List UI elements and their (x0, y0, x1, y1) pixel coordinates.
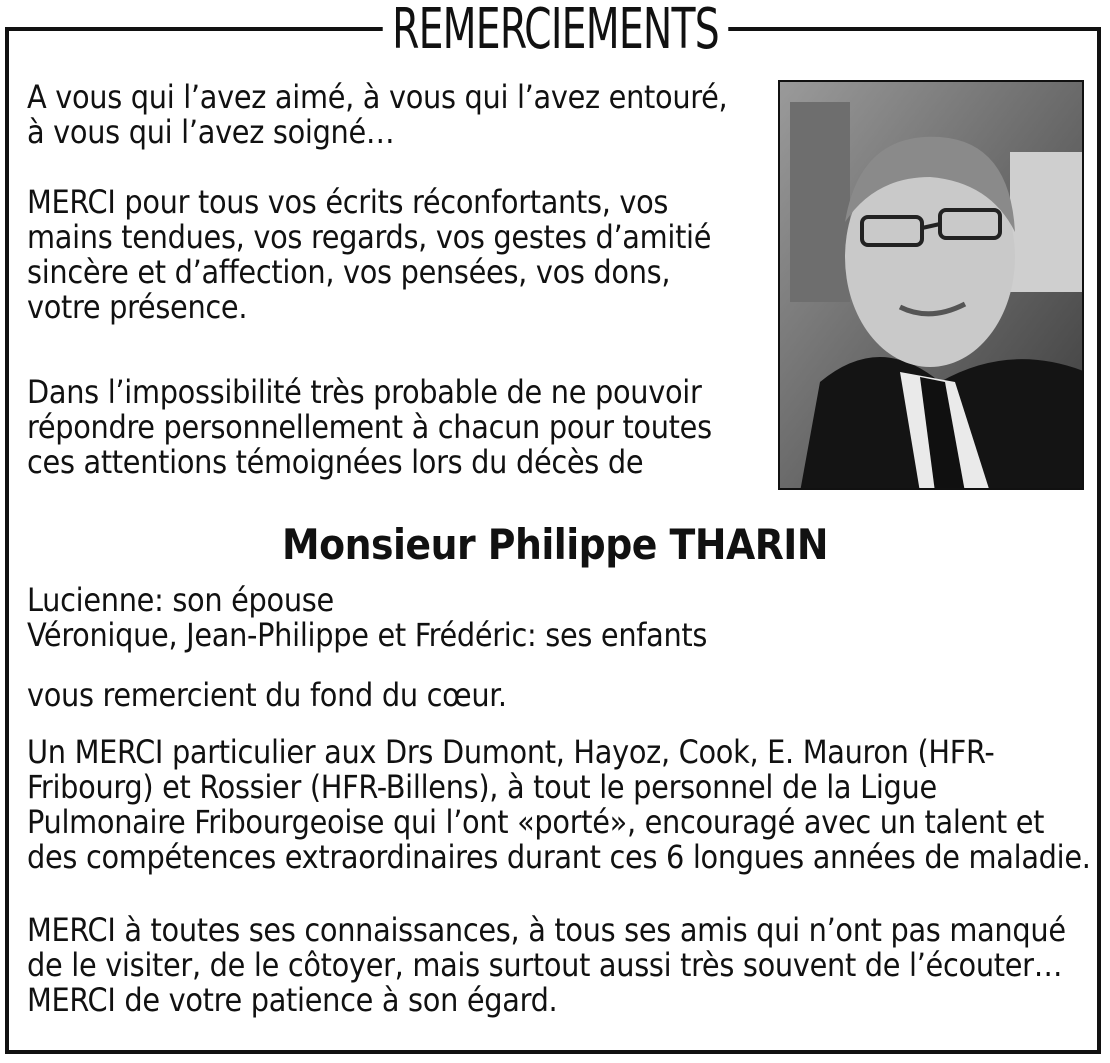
final-line: MERCI à toutes ses connaissances, à tous ses amis qui n’ont pas manqué (27, 911, 1066, 949)
merci-line: MERCI pour tous vos écrits réconfortants, vos (27, 183, 669, 221)
special-line: Un MERCI particulier aux Drs Dumont, Hayoz, Cook, E. Mauron (HFR- (27, 733, 995, 771)
final-line: de le visiter, de le côtoyer, mais surtout aussi très souvent de l’écouter… (27, 946, 1063, 984)
special-line: des compétences extraordinaires durant ces 6 longues années de maladie. (27, 838, 1091, 876)
special-line: Fribourg) et Rossier (HFR-Billens), à tout le personnel de la Ligue (27, 768, 937, 806)
impossibility-paragraph (27, 375, 732, 480)
family-line: Véronique, Jean-Philippe et Frédéric: ses enfants (27, 616, 708, 654)
final-line: MERCI de votre patience à son égard. (27, 981, 558, 1019)
title-wrap (0, 0, 1110, 60)
impossibility-line: ces attentions témoignées lors du décès de (27, 443, 644, 481)
family-line: Lucienne: son épouse (27, 581, 334, 619)
special-line: Pulmonaire Fribourgeoise qui l’ont «porté», encouragé avec un talent et (27, 803, 1045, 841)
page-title: REMERCIEMENTS (382, 0, 728, 60)
merci-line: mains tendues, vos regards, vos gestes d’amitié (27, 218, 712, 256)
merci-paragraph (27, 185, 732, 325)
impossibility-line: Dans l’impossibilité très probable de ne pouvoir (27, 373, 702, 411)
merci-line: sincère et d’affection, vos pensées, vos dons, (27, 253, 671, 291)
impossibility-line: répondre personnellement à chacun pour toutes (27, 408, 712, 446)
special-thanks-paragraph (27, 733, 1091, 876)
deceased-name: Monsieur Philippe THARIN (282, 520, 828, 569)
intro-paragraph (27, 80, 732, 150)
portrait-photo (778, 80, 1084, 490)
final-paragraph (27, 913, 1087, 1018)
portrait-image (780, 82, 1084, 490)
intro-line: à vous qui l’avez soigné… (27, 113, 395, 151)
family-block (27, 583, 1087, 653)
thanks-line: vous remercient du fond du cœur. (27, 676, 507, 714)
merci-line: votre présence. (27, 288, 248, 326)
intro-line: A vous qui l’avez aimé, à vous qui l’avez entouré, (27, 78, 728, 116)
